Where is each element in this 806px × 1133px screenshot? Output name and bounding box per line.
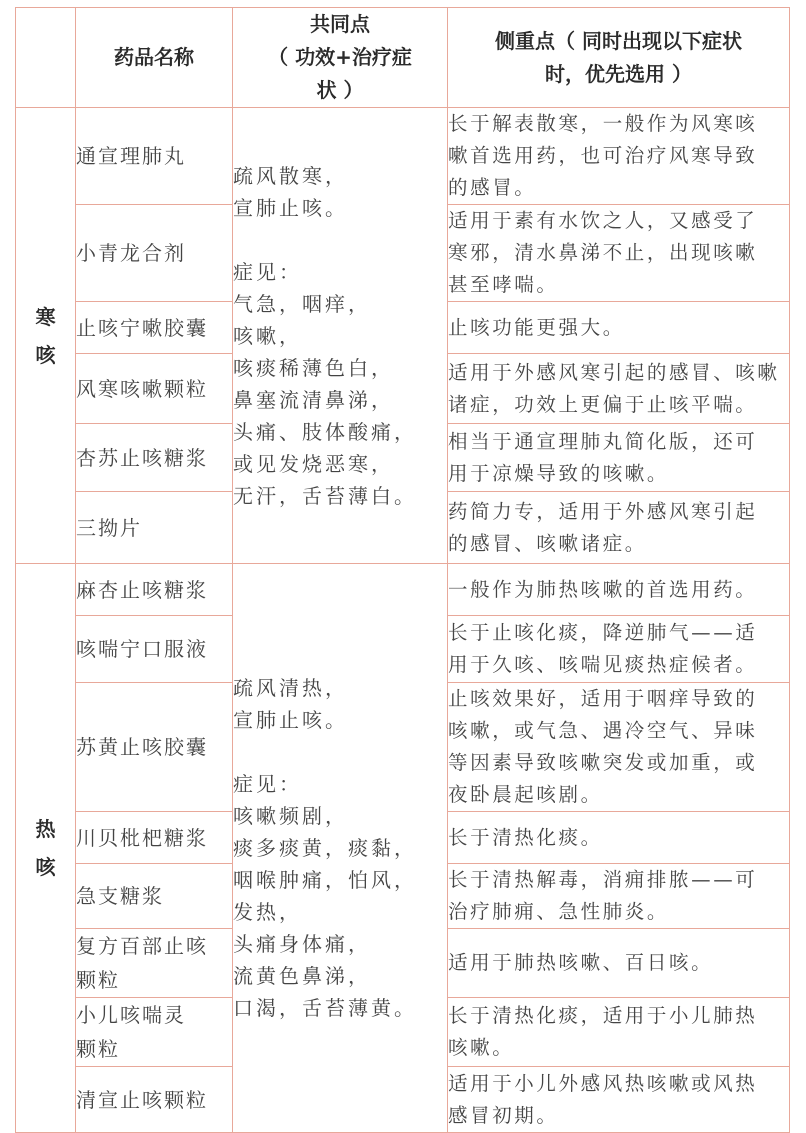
drug-name: 小儿咳喘灵 颗粒	[76, 998, 233, 1067]
drug-name: 风寒咳嗽颗粒	[76, 354, 233, 424]
focus-points: 相当于通宣理肺丸简化版，还可 用于凉燥导致的咳嗽。	[448, 424, 790, 492]
focus-points: 适用于小儿外感风热咳嗽或风热 感冒初期。	[448, 1067, 790, 1133]
focus-points: 长于清热化痰，适用于小儿肺热 咳嗽。	[448, 998, 790, 1067]
focus-points: 适用于素有水饮之人，又感受了 寒邪，清水鼻涕不止，出现咳嗽 甚至哮喘。	[448, 205, 790, 302]
header-common-points: 共同点 （ 功效+治疗症 状 ）	[233, 8, 448, 108]
category-hot-cough: 热 咳	[16, 564, 76, 1133]
focus-points: 长于解表散寒，一般作为风寒咳 嗽首选用药，也可治疗风寒导致 的感冒。	[448, 108, 790, 205]
header-focus-points: 侧重点（ 同时出现以下症状 时，优先选用 ）	[448, 8, 790, 108]
focus-points: 长于止咳化痰，降逆肺气——适 用于久咳、咳喘见痰热症候者。	[448, 616, 790, 683]
header-drug-name: 药品名称	[76, 8, 233, 108]
drug-name: 川贝枇杷糖浆	[76, 812, 233, 864]
focus-points: 适用于肺热咳嗽、百日咳。	[448, 929, 790, 998]
table-row	[16, 108, 790, 205]
drug-name: 苏黄止咳胶囊	[76, 683, 233, 812]
drug-name: 止咳宁嗽胶囊	[76, 302, 233, 354]
header-row	[16, 8, 790, 108]
focus-points: 适用于外感风寒引起的感冒、咳嗽 诸症，功效上更偏于止咳平喘。	[448, 354, 790, 424]
drug-name: 通宣理肺丸	[76, 108, 233, 205]
drug-name: 复方百部止咳 颗粒	[76, 929, 233, 998]
table-row	[16, 564, 790, 616]
drug-name: 急支糖浆	[76, 864, 233, 929]
focus-points: 长于清热化痰。	[448, 812, 790, 864]
common-points-hot: 疏风清热， 宣肺止咳。 症见： 咳嗽频剧， 痰多痰黄，痰黏， 咽喉肿痛，怕风， 发热， 头痛身体痛， 流黄色鼻涕， 口渴，舌苔薄黄。	[233, 564, 448, 1133]
drug-name: 小青龙合剂	[76, 205, 233, 302]
drug-name: 咳喘宁口服液	[76, 616, 233, 683]
header-category	[16, 8, 76, 108]
drug-name: 麻杏止咳糖浆	[76, 564, 233, 616]
drug-name: 三拗片	[76, 492, 233, 564]
focus-points: 止咳功能更强大。	[448, 302, 790, 354]
common-points-cold: 疏风散寒， 宣肺止咳。 症见： 气急，咽痒， 咳嗽， 咳痰稀薄色白， 鼻塞流清鼻涕， 头痛、肢体酸痛， 或见发烧恶寒， 无汗，舌苔薄白。	[233, 108, 448, 564]
focus-points: 止咳效果好，适用于咽痒导致的 咳嗽，或气急、遇冷空气、异味 等因素导致咳嗽突发或加重，或 夜卧晨起咳剧。	[448, 683, 790, 812]
focus-points: 药简力专，适用于外感风寒引起 的感冒、咳嗽诸症。	[448, 492, 790, 564]
drug-comparison-table	[15, 7, 790, 1133]
drug-name: 清宣止咳颗粒	[76, 1067, 233, 1133]
focus-points: 一般作为肺热咳嗽的首选用药。	[448, 564, 790, 616]
category-cold-cough: 寒 咳	[16, 108, 76, 564]
focus-points: 长于清热解毒，消痈排脓——可 治疗肺痈、急性肺炎。	[448, 864, 790, 929]
drug-name: 杏苏止咳糖浆	[76, 424, 233, 492]
